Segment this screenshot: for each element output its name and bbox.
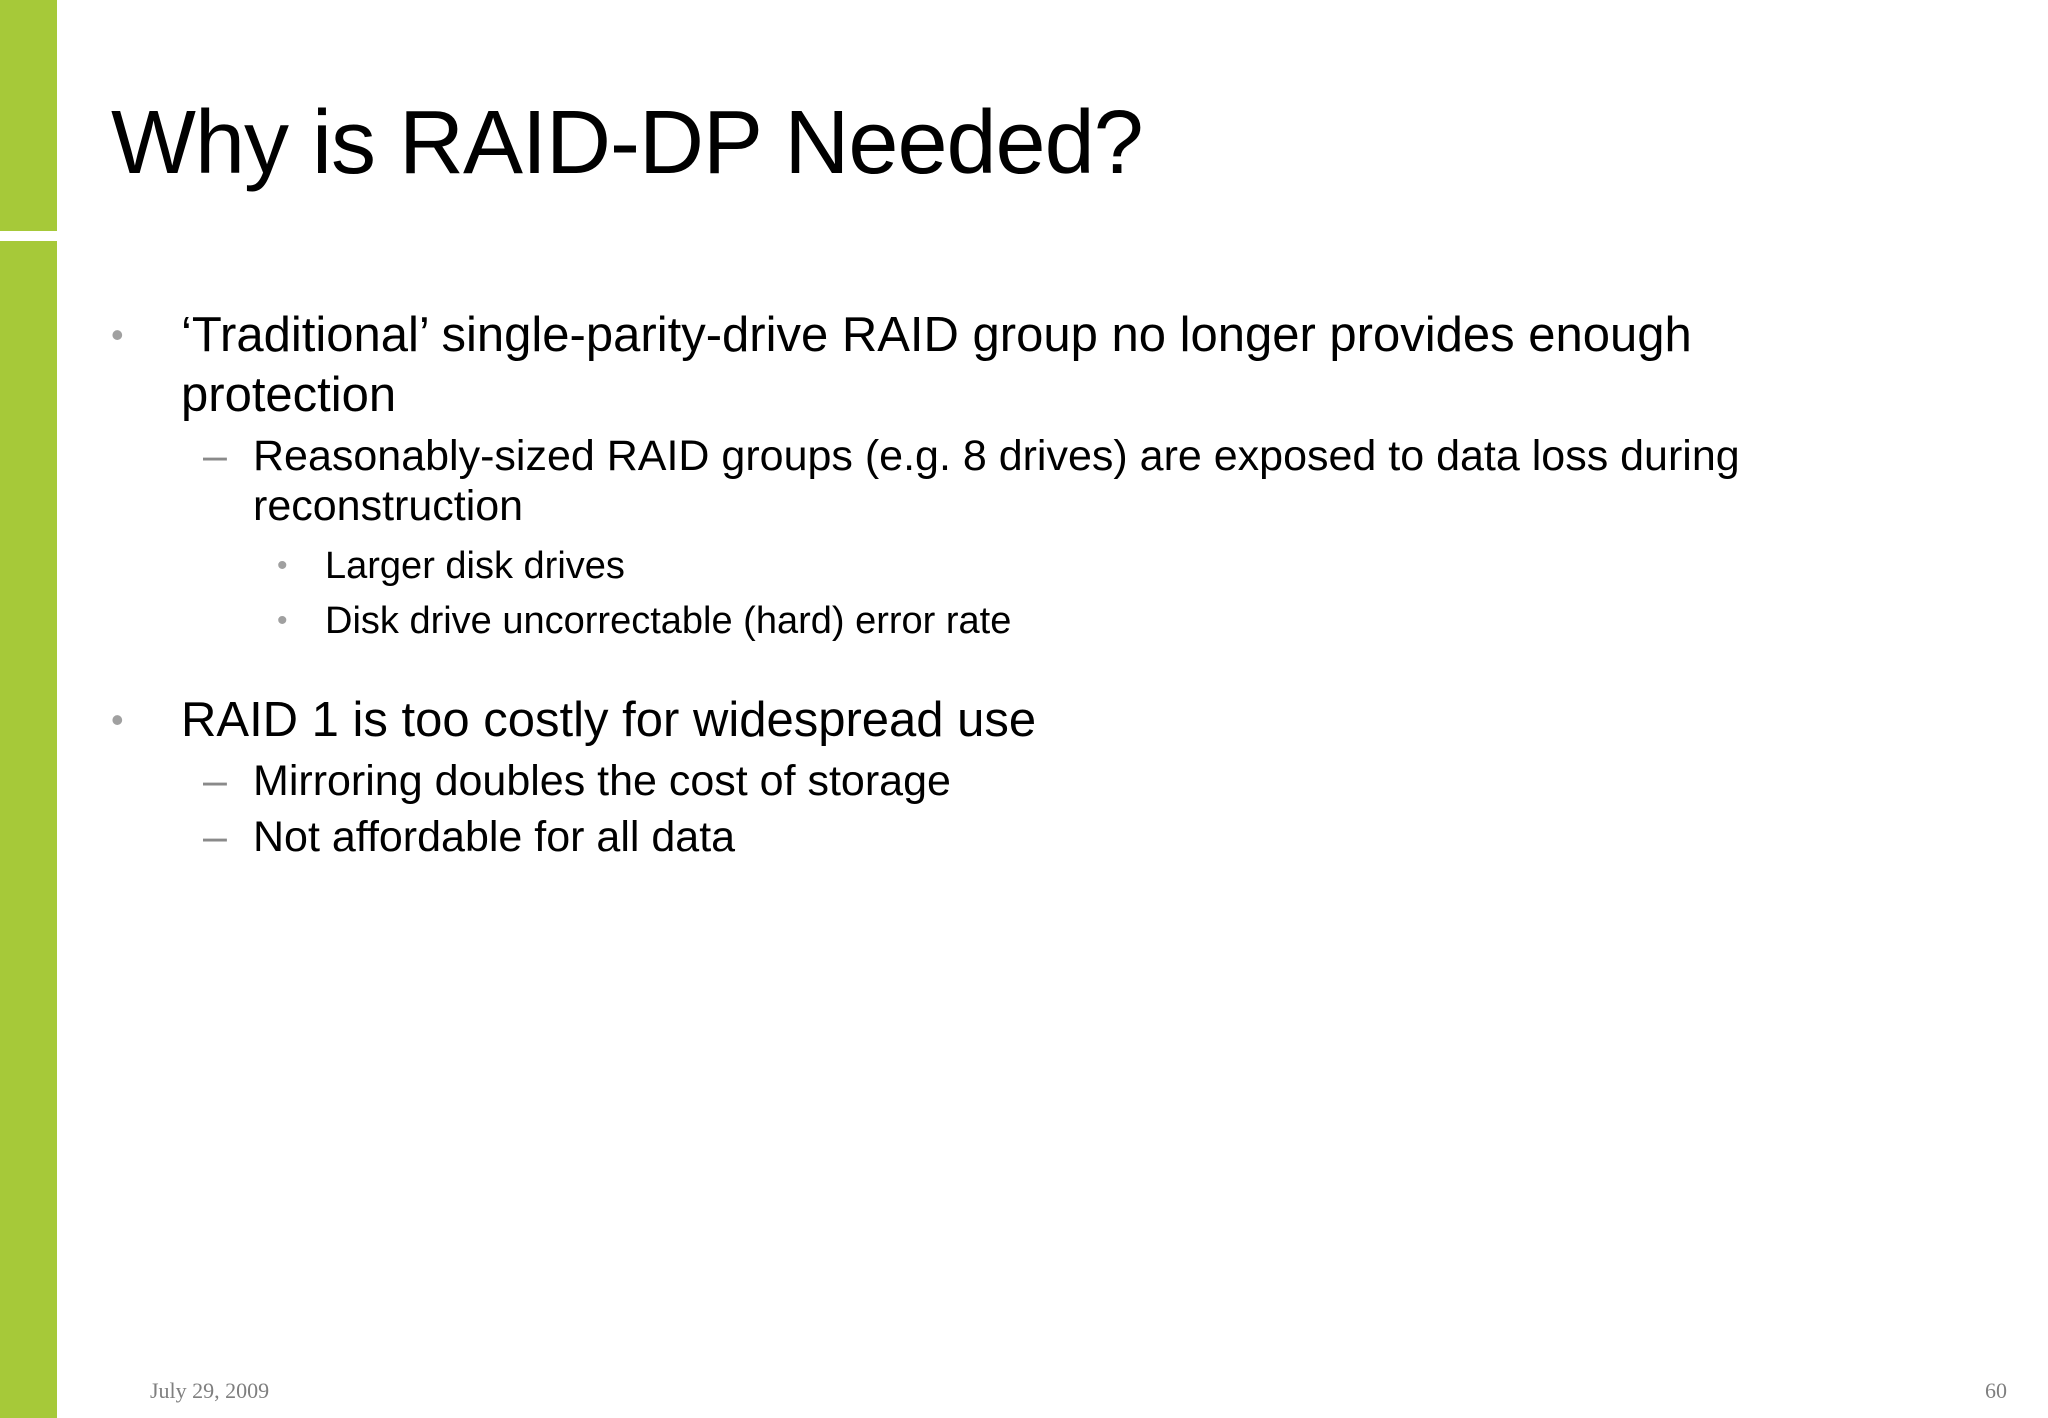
bullet-text: RAID 1 is too costly for widespread use [181, 693, 1037, 747]
accent-bar-top [0, 0, 57, 231]
sub-sub-bullet-text: Larger disk drives [325, 545, 625, 587]
slide-title: Why is RAID-DP Needed? [111, 93, 1143, 193]
sub-sub-bullet-item [111, 541, 1891, 591]
sub-bullet-item [111, 812, 1891, 862]
bullet-dot-icon: • [111, 699, 124, 740]
bullet-item [111, 305, 1891, 425]
dash-icon: – [203, 813, 227, 861]
bullet-item [111, 690, 1891, 750]
bullet-dot-icon: • [277, 549, 288, 582]
sub-bullet-item [111, 431, 1891, 531]
sub-bullet-item [111, 756, 1891, 806]
sub-sub-bullet-text: Disk drive uncorrectable (hard) error rate [325, 600, 1012, 642]
footer-date: July 29, 2009 [150, 1378, 270, 1403]
page-number: 60 [1985, 1378, 2007, 1403]
sub-bullet-text: Not affordable for all data [253, 813, 736, 861]
sub-sub-bullet-item [111, 596, 1891, 646]
slide-content [111, 305, 1891, 862]
dash-icon: – [203, 432, 227, 480]
sub-bullet-text: Reasonably-sized RAID groups (e.g. 8 drives) are exposed to data loss during reconstruction [253, 432, 1740, 530]
bullet-dot-icon: • [277, 604, 288, 637]
sub-bullet-text: Mirroring doubles the cost of storage [253, 757, 951, 805]
bullet-dot-icon: • [111, 314, 124, 355]
dash-icon: – [203, 757, 227, 805]
accent-bar-bottom [0, 241, 57, 1418]
bullet-text: ‘Traditional’ single-parity-drive RAID group no longer provides enough protection [181, 308, 1692, 422]
